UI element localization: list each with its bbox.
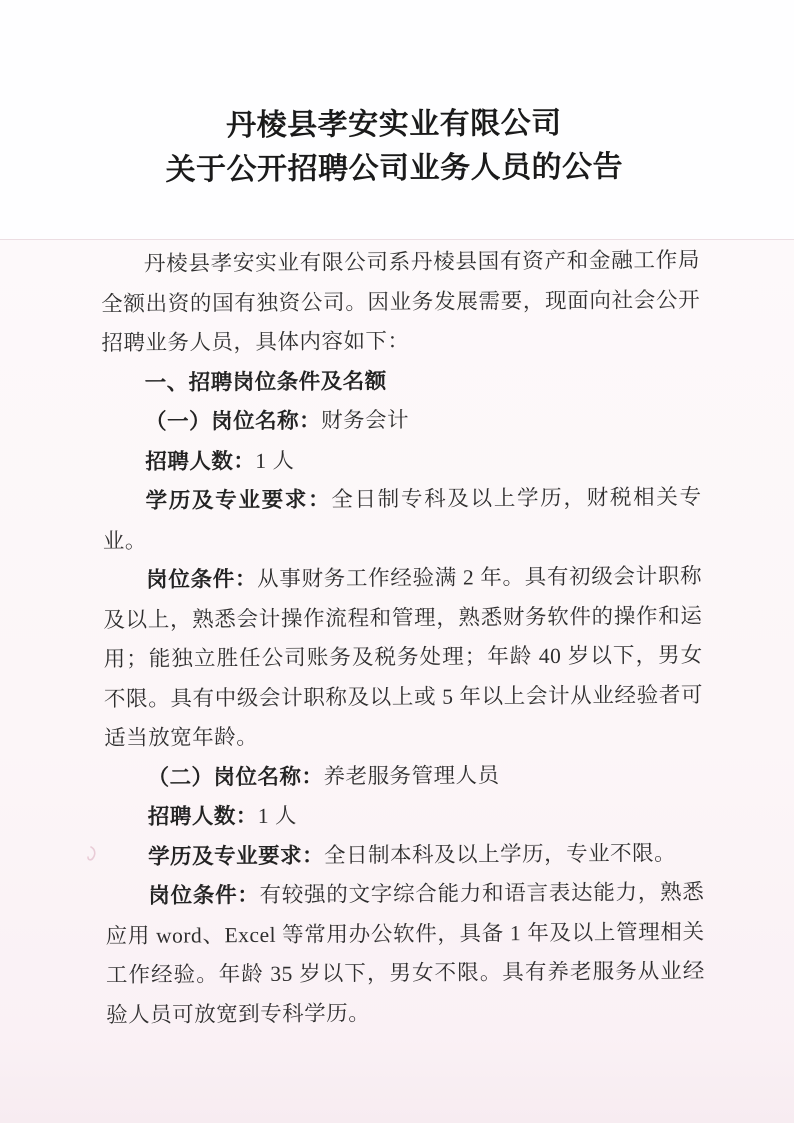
position-2-name — [104, 754, 703, 798]
field-value: 全日制本科及以上学历，专业不限。 — [323, 840, 677, 868]
title-line-2: 关于公开招聘公司业务人员的公告 — [165, 150, 624, 187]
document-body — [101, 241, 706, 1035]
document-title — [0, 0, 791, 194]
field-value: 1 人 — [255, 448, 295, 473]
field-label: 招聘人数： — [147, 803, 258, 829]
field-label: 岗位条件： — [148, 882, 260, 908]
position-1-requirements — [103, 557, 703, 759]
position-2-headcount — [105, 794, 704, 838]
field-label: （一）岗位名称： — [144, 408, 322, 434]
field-label: （二）岗位名称： — [147, 764, 324, 790]
field-label: 岗位条件： — [146, 566, 258, 592]
field-value: 全日制专科及以上学历，财税相关专业。 — [102, 484, 702, 553]
field-value: 养老服务管理人员 — [323, 762, 500, 789]
intro-paragraph — [101, 241, 701, 364]
field-value: 1 人 — [257, 803, 298, 828]
field-label: 学历及专业要求： — [145, 487, 332, 513]
field-value: 财务会计 — [320, 407, 410, 433]
position-2-education — [105, 833, 704, 877]
position-2-requirements — [105, 873, 705, 1035]
paragraph-text: 丹棱县孝安实业有限公司系丹棱县国有资产和金融工作局全额出资的国有独资公司。因业务发展需要，现面向社会公开招聘业务人员，具体内容如下： — [101, 247, 701, 356]
position-1-name — [102, 399, 701, 443]
field-label: 招聘人数： — [145, 448, 256, 474]
field-value: 从事财务工作经验满 2 年。具有初级会计职称及以上，熟悉会计操作流程和管理，熟悉财务软件的操作和运用；能独立胜任公司账务及税务处理；年龄 40 岁以下，男女不限。具有中级会计职称及以上或 5 年以上会计从业经验者可适当放宽年龄。 — [103, 563, 704, 751]
position-1-education — [102, 478, 702, 561]
section-heading-label: 一、招聘岗位条件及名额 — [144, 368, 387, 395]
position-1-headcount — [102, 438, 701, 482]
field-label: 学历及专业要求： — [147, 843, 325, 869]
section-1-heading — [102, 359, 701, 403]
field-value: 有较强的文字综合能力和语言表达能力，熟悉应用 word、Excel 等常用办公软件，具备 1 年及以上管理相关工作经验。年龄 35 岁以下，男女不限。具有养老服务从业经验人员可放宽到专科学历。 — [105, 879, 705, 1027]
title-line-1: 丹棱县孝安实业有限公司 — [226, 106, 562, 143]
